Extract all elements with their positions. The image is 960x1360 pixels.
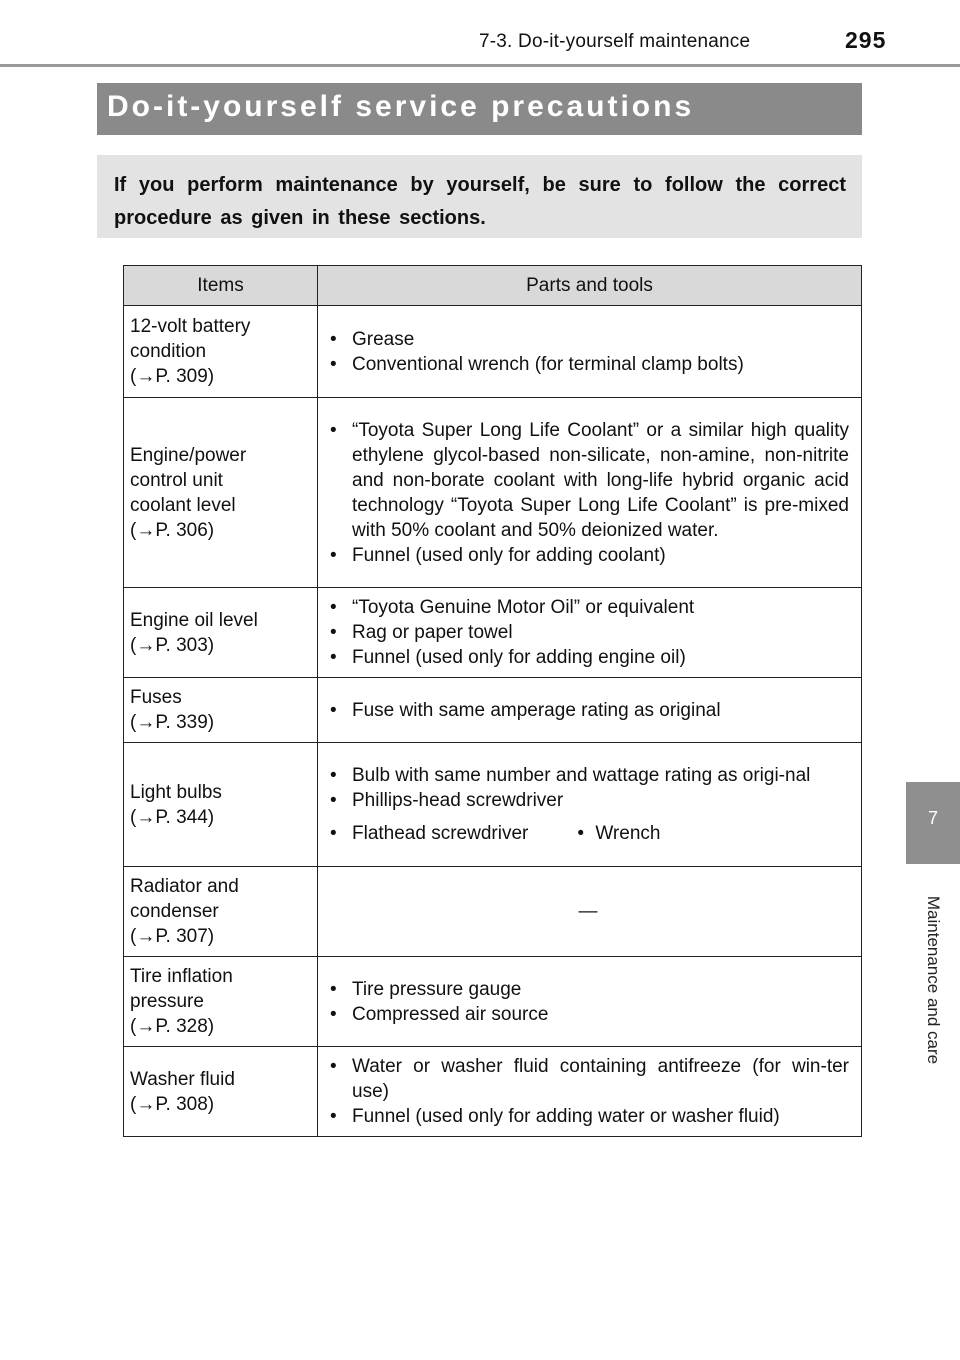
item-line: 12-volt battery xyxy=(130,316,251,337)
item-cell xyxy=(124,867,318,957)
parts-cell xyxy=(318,957,862,1047)
item-line: condenser xyxy=(130,901,219,922)
list-item: • Funnel (used only for adding engine oil) xyxy=(327,645,849,670)
list-item: • Conventional wrench (for terminal clamp bolts) xyxy=(327,352,849,377)
item-line: coolant level xyxy=(130,494,236,516)
list-item: • Bulb with same number and wattage rating as origi-nal xyxy=(327,763,849,788)
table-row xyxy=(124,1047,862,1137)
chapter-number: 7 xyxy=(927,808,938,828)
page-reference: (→P. 344) xyxy=(130,806,215,828)
page-number: 295 xyxy=(845,27,887,53)
section-reference: 7-3. Do-it-yourself maintenance xyxy=(479,31,751,52)
table-row xyxy=(124,306,862,398)
page-reference: (→P. 306) xyxy=(130,519,215,541)
page-reference: (→P. 339) xyxy=(130,712,215,733)
page-reference: (→P. 303) xyxy=(130,634,215,656)
header-rule xyxy=(0,64,960,67)
header-items: Items xyxy=(124,266,318,306)
list-item: • Rag or paper towel xyxy=(327,620,849,645)
table-row xyxy=(124,588,862,678)
table-row xyxy=(124,867,862,957)
page-reference: (→P. 308) xyxy=(130,1093,215,1115)
list-item: • Funnel (used only for adding coolant) xyxy=(327,543,849,568)
item-line: pressure xyxy=(130,991,204,1012)
item-cell xyxy=(124,588,318,678)
section-title: Do-it-yourself service precautions xyxy=(107,90,695,123)
list-item: • Tire pressure gauge xyxy=(327,977,849,1002)
page-reference: (→P. 307) xyxy=(130,926,215,947)
list-item: • Flathead screwdriver xyxy=(327,821,528,846)
item-cell xyxy=(124,306,318,398)
list-item: • Wrench xyxy=(574,821,660,846)
table-header-row xyxy=(124,266,862,306)
list-item: • Compressed air source xyxy=(327,1002,849,1027)
parts-and-tools-table xyxy=(123,265,862,1137)
item-line: Fuses xyxy=(130,687,182,708)
running-header xyxy=(0,0,960,70)
list-item: • Fuse with same amperage rating as original xyxy=(327,698,849,723)
chapter-label: Maintenance and care xyxy=(924,895,943,1065)
intro-text: If you perform maintenance by yourself, be sure to follow the correct procedure as given in these sections. xyxy=(114,174,846,229)
parts-cell xyxy=(318,678,862,743)
item-line: Washer fluid xyxy=(130,1068,235,1090)
list-item: • “Toyota Genuine Motor Oil” or equivalent xyxy=(327,595,849,620)
item-cell xyxy=(124,398,318,588)
item-line: Radiator and xyxy=(130,876,239,897)
item-line: Engine/power xyxy=(130,444,247,466)
list-item: • Grease xyxy=(327,327,849,352)
table-row xyxy=(124,398,862,588)
chapter-tab xyxy=(906,782,960,864)
table-row xyxy=(124,678,862,743)
item-line: Tire inflation xyxy=(130,966,233,987)
table-row xyxy=(124,743,862,867)
table-row xyxy=(124,957,862,1047)
item-line: Light bulbs xyxy=(130,781,222,803)
parts-cell xyxy=(318,743,862,867)
intro-box xyxy=(97,155,862,238)
parts-cell xyxy=(318,867,862,957)
parts-cell xyxy=(318,1047,862,1137)
item-line: Engine oil level xyxy=(130,609,258,631)
page-reference: (→P. 328) xyxy=(130,1016,215,1037)
item-line: condition xyxy=(130,341,207,362)
item-cell xyxy=(124,743,318,867)
page-reference: (→P. 309) xyxy=(130,366,215,387)
item-cell xyxy=(124,957,318,1047)
parts-cell xyxy=(318,306,862,398)
item-cell xyxy=(124,678,318,743)
parts-cell xyxy=(318,398,862,588)
header-parts-and-tools: Parts and tools xyxy=(318,266,862,306)
parts-cell xyxy=(318,588,862,678)
inline-parts-row xyxy=(327,821,849,846)
item-cell xyxy=(124,1047,318,1137)
list-item: • Phillips-head screwdriver xyxy=(327,788,849,813)
list-item: • “Toyota Super Long Life Coolant” or a similar high quality ethylene glycol-based non-silicate, non-amine, non-nitrite and non-borate coolant with long-life hybrid organic acid technology “Toyota Super Long Life Coolant” is pre-mixed with 50% coolant and 50% deionized water. xyxy=(327,418,849,543)
list-item: • Funnel (used only for adding water or washer fluid) xyxy=(327,1104,849,1129)
list-item: • Water or washer fluid containing antifreeze (for win-ter use) xyxy=(327,1054,849,1104)
section-title-bar xyxy=(97,83,862,135)
item-line: control unit xyxy=(130,469,223,491)
empty-dash: — xyxy=(578,901,598,922)
